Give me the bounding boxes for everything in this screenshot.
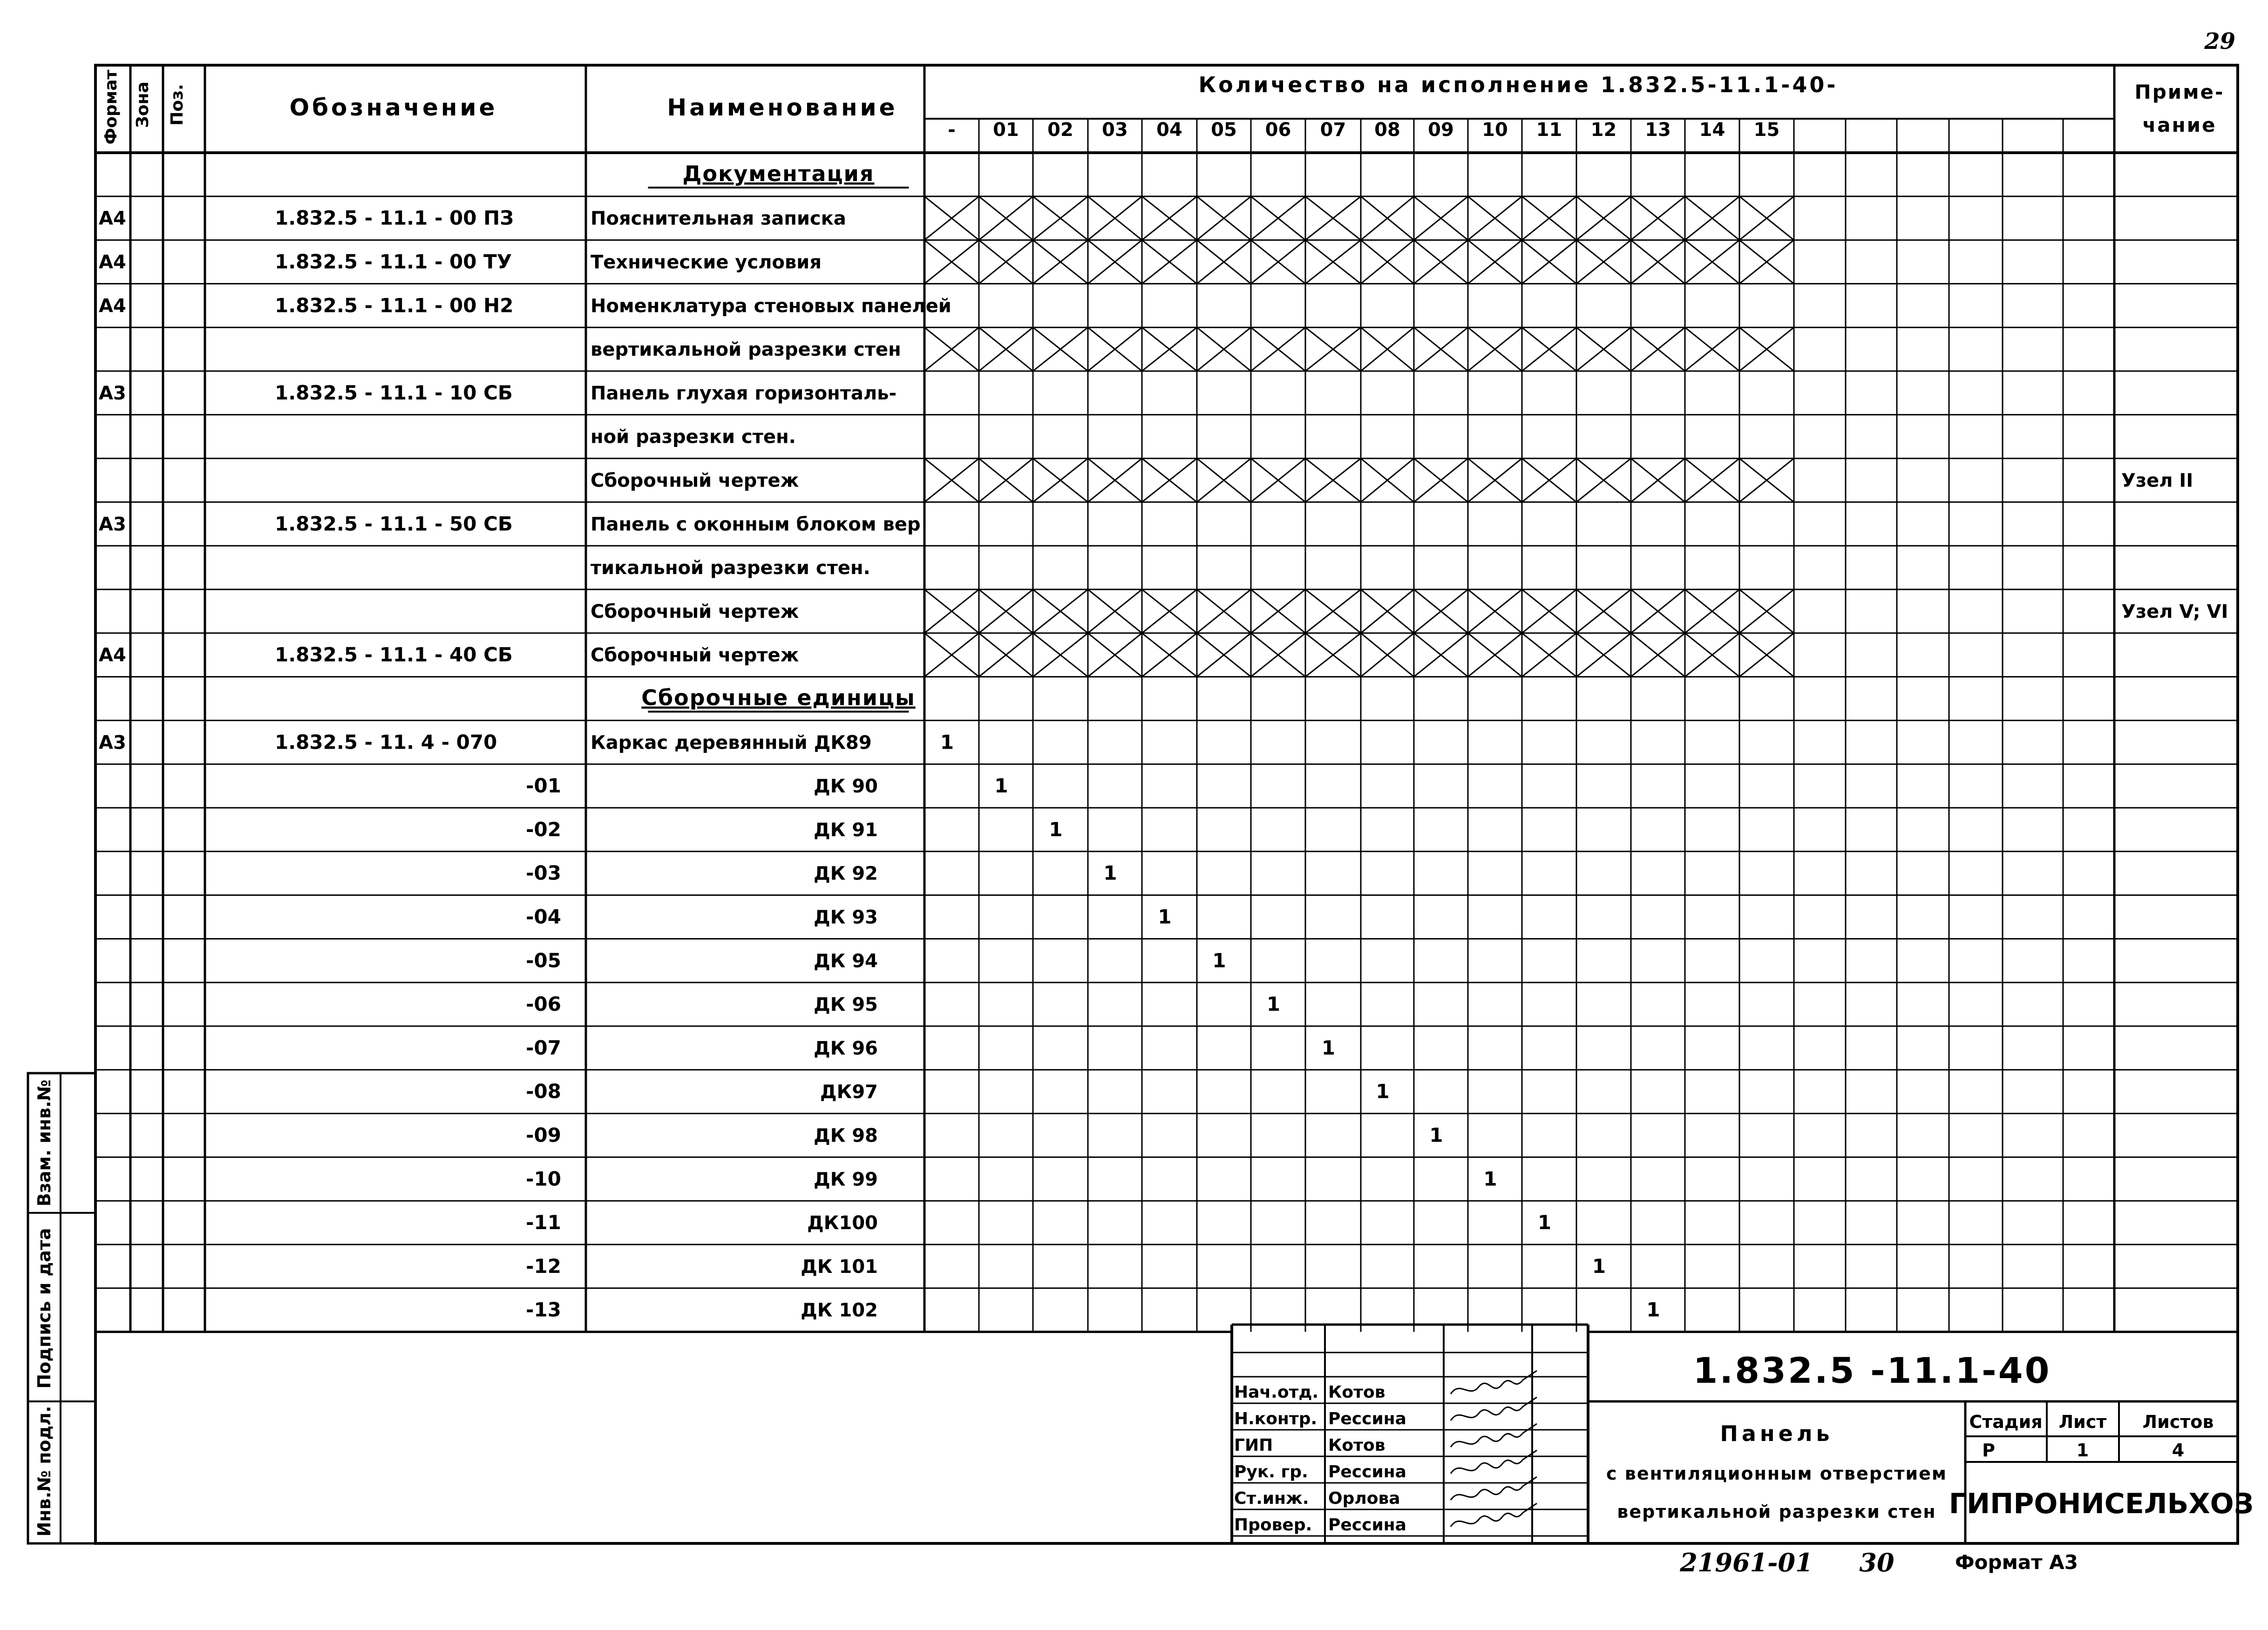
signature-scribble (1451, 1503, 1537, 1527)
quantity-mark: 1 (1103, 861, 1117, 885)
page-number: 29 (2204, 28, 2235, 54)
quantity-mark: 1 (1646, 1298, 1660, 1321)
table-row (526, 774, 1008, 797)
sheet-label: Лист (2058, 1412, 2107, 1432)
header-format: Формат (102, 69, 121, 145)
side-stamp-inventory-label: Инв.№ подл. (34, 1406, 54, 1537)
sheet-value: 1 (2076, 1440, 2089, 1461)
table-row (99, 240, 1794, 284)
variant-header: 10 (1482, 119, 1508, 141)
variant-header: 15 (1753, 119, 1780, 141)
table-row (526, 1080, 1390, 1103)
variant-header: - (948, 119, 956, 141)
organization-name: ГИПРОНИСЕЛЬХОЗ (1949, 1488, 2254, 1520)
name-cell: ДК 94 (814, 950, 878, 972)
signatory-role: Н.контр. (1234, 1409, 1317, 1428)
variant-header: 07 (1320, 119, 1346, 141)
name-cell: Сборочный чертеж (591, 470, 799, 492)
designation-cell: -01 (526, 774, 561, 798)
name-cell: ДК 99 (814, 1169, 878, 1190)
format-cell: А3 (99, 732, 126, 754)
name-cell: ДК 92 (814, 863, 878, 885)
variant-header: 03 (1102, 119, 1128, 141)
designation-cell: 1.832.5 - 11.1 - 10 СБ (275, 381, 513, 404)
format-cell: А3 (99, 514, 126, 535)
stage-value: Р (1982, 1440, 1995, 1461)
header-name: Наименование (667, 94, 898, 121)
quantity-mark: 1 (1537, 1211, 1552, 1234)
name-cell: ДК 102 (801, 1299, 878, 1321)
quantity-mark: 1 (940, 730, 954, 754)
designation-cell: -05 (526, 949, 561, 972)
table-row (591, 589, 2228, 633)
table-row (526, 1036, 1335, 1059)
table-body (99, 161, 2228, 1321)
designation-cell: -03 (526, 861, 561, 885)
quantity-mark: 1 (1483, 1167, 1497, 1190)
quantity-mark: 1 (1158, 905, 1172, 928)
name-cell: ДК97 (820, 1081, 878, 1103)
name-cell: Документация (682, 161, 875, 186)
name-cell: Панель глухая горизонталь- (591, 382, 897, 404)
variant-header: 12 (1590, 119, 1617, 141)
name-cell: ДК 98 (814, 1125, 878, 1147)
name-cell: ДК 90 (814, 776, 878, 798)
table-row (526, 906, 1172, 928)
side-stamp (28, 1073, 95, 1543)
designation-cell: -04 (526, 905, 561, 928)
quantity-mark: 1 (1212, 949, 1226, 972)
quantity-mark: 1 (1376, 1080, 1390, 1103)
drawing-subtitle-line2: вертикальной разрезки стен (1617, 1501, 1936, 1522)
table-row (648, 161, 909, 188)
designation-cell: -09 (526, 1123, 561, 1147)
designation-cell: -11 (526, 1211, 561, 1234)
table-row (591, 426, 796, 448)
quantity-mark: 1 (1049, 818, 1063, 841)
format-cell: А4 (99, 208, 126, 230)
name-cell: Сборочные единицы (641, 685, 916, 710)
footer-page-number: 30 (1859, 1548, 1895, 1577)
name-cell: ДК 93 (814, 906, 878, 928)
table-row (526, 993, 1280, 1015)
name-cell: ДК 96 (814, 1037, 878, 1059)
variant-header: 11 (1536, 119, 1562, 141)
signature-scribble (1451, 1397, 1537, 1420)
designation-cell: 1.832.5 - 11.1 - 00 Н2 (275, 294, 514, 317)
name-cell: вертикальной разрезки стен (591, 339, 901, 361)
table-row (99, 730, 954, 753)
table-row (591, 327, 1794, 371)
name-cell: ной разрезки стен. (591, 426, 796, 448)
inventory-number: 21961-01 (1680, 1548, 1813, 1577)
designation-cell: -07 (526, 1036, 561, 1059)
name-cell: Пояснительная записка (591, 208, 846, 230)
designation-cell: 1.832.5 - 11.1 - 50 СБ (275, 512, 513, 535)
name-cell: Сборочный чертеж (591, 644, 799, 666)
table-row (99, 381, 896, 404)
quantity-mark: 1 (994, 774, 1008, 798)
name-cell: Каркас деревянный ДК89 (591, 732, 872, 754)
variant-header: 05 (1211, 119, 1237, 141)
variant-header: 13 (1645, 119, 1671, 141)
header-position: Поз. (168, 84, 187, 126)
variant-header: 08 (1374, 119, 1400, 141)
designation-cell: 1.832.5 - 11.1 - 00 ТУ (275, 250, 512, 273)
table-row (526, 818, 1063, 841)
variant-header: 09 (1428, 119, 1454, 141)
header-zone: Зона (133, 81, 152, 128)
signatory-name: Котов (1328, 1436, 1385, 1455)
variant-header: 14 (1699, 119, 1725, 141)
designation-cell: 1.832.5 - 11.1 - 40 СБ (275, 643, 513, 666)
name-cell: Номенклатура стеновых панелей (591, 295, 951, 317)
drawing-subtitle-line1: с вентиляционным отверстием (1606, 1463, 1947, 1484)
stage-label: Стадия (1969, 1412, 2043, 1432)
table-row (591, 557, 870, 579)
header-quantity: Количество на исполнение 1.832.5-11.1-40- (1198, 72, 1838, 97)
signatory-name: Орлова (1328, 1489, 1400, 1508)
designation-cell: 1.832.5 - 11. 4 - 070 (275, 730, 497, 754)
header-note-line1: Приме- (2134, 81, 2225, 103)
table-row (526, 1211, 1551, 1234)
signatory-role: Провер. (1234, 1515, 1312, 1535)
signatory-name: Рессина (1328, 1409, 1406, 1428)
table-row (99, 512, 921, 535)
format-cell: А4 (99, 295, 126, 317)
signatory-role: Нач.отд. (1234, 1383, 1319, 1402)
quantity-mark: 1 (1429, 1123, 1443, 1147)
quantity-mark: 1 (1592, 1254, 1606, 1278)
signatory-name: Котов (1328, 1383, 1385, 1402)
signature-scribble (1451, 1477, 1537, 1500)
table-row (526, 1299, 1660, 1321)
sheets-value: 4 (2172, 1440, 2185, 1461)
signatory-role: ГИП (1234, 1436, 1273, 1455)
quantity-mark: 1 (1321, 1036, 1336, 1059)
variant-header: 06 (1265, 119, 1291, 141)
signatory-role: Рук. гр. (1234, 1462, 1308, 1481)
name-cell: Панель с оконным блоком вер (591, 514, 921, 535)
drawing-title: Панель (1720, 1421, 1833, 1446)
designation-cell: -08 (526, 1080, 561, 1103)
designation-cell: -13 (526, 1298, 561, 1321)
signatory-role: Ст.инж. (1234, 1489, 1309, 1508)
name-cell: тикальной разрезки стен. (591, 557, 870, 579)
format-cell: А3 (99, 382, 126, 404)
name-cell: ДК 91 (814, 819, 878, 841)
header-designation: Обозначение (289, 94, 498, 121)
signature-scribble (1451, 1424, 1537, 1447)
format-cell: А4 (99, 251, 126, 273)
title-block (1232, 1325, 2254, 1543)
note-cell: Узел II (2121, 470, 2193, 492)
table-row (591, 459, 2193, 502)
designation-cell: -06 (526, 993, 561, 1016)
name-cell: Сборочный чертеж (591, 601, 799, 622)
variant-header: 04 (1156, 119, 1182, 141)
name-cell: ДК 95 (814, 994, 878, 1016)
signature-scribble (1451, 1371, 1537, 1394)
table-row (526, 949, 1226, 972)
header-note-line2: чание (2142, 114, 2217, 136)
variant-header: 01 (993, 119, 1019, 141)
side-stamp-replacement-label: Взам. инв.№ (34, 1079, 54, 1207)
name-cell: ДК 101 (801, 1256, 878, 1278)
table-row (526, 1167, 1497, 1190)
table-row (99, 633, 1794, 677)
table-row (526, 862, 1117, 885)
designation-cell: -12 (526, 1254, 561, 1278)
designation-cell: 1.832.5 - 11.1 - 00 ПЗ (275, 206, 514, 230)
table-row (99, 294, 951, 317)
name-cell: ДК100 (807, 1212, 878, 1234)
signature-scribble (1451, 1450, 1537, 1474)
sheet-frame (95, 65, 2238, 1543)
name-cell: Технические условия (591, 251, 822, 273)
designation-cell: -02 (526, 818, 561, 841)
designation-cell: -10 (526, 1167, 561, 1190)
side-stamp-signature-label: Подпись и дата (34, 1228, 54, 1389)
signatory-name: Рессина (1328, 1462, 1406, 1481)
quantity-mark: 1 (1266, 993, 1281, 1016)
sheets-label: Листов (2142, 1412, 2214, 1432)
table-row (526, 1255, 1606, 1278)
signatory-name: Рессина (1328, 1515, 1406, 1535)
drawing-code: 1.832.5 -11.1-40 (1693, 1350, 2051, 1391)
variant-header: 02 (1047, 119, 1073, 141)
variant-headers (948, 119, 1779, 141)
note-cell: Узел V; VI (2121, 601, 2228, 622)
table-row (641, 685, 915, 712)
sheet-format: Формат А3 (1955, 1551, 2078, 1574)
table-row (99, 196, 1794, 240)
format-cell: А4 (99, 644, 126, 666)
signature-grid (1232, 1325, 1588, 1543)
